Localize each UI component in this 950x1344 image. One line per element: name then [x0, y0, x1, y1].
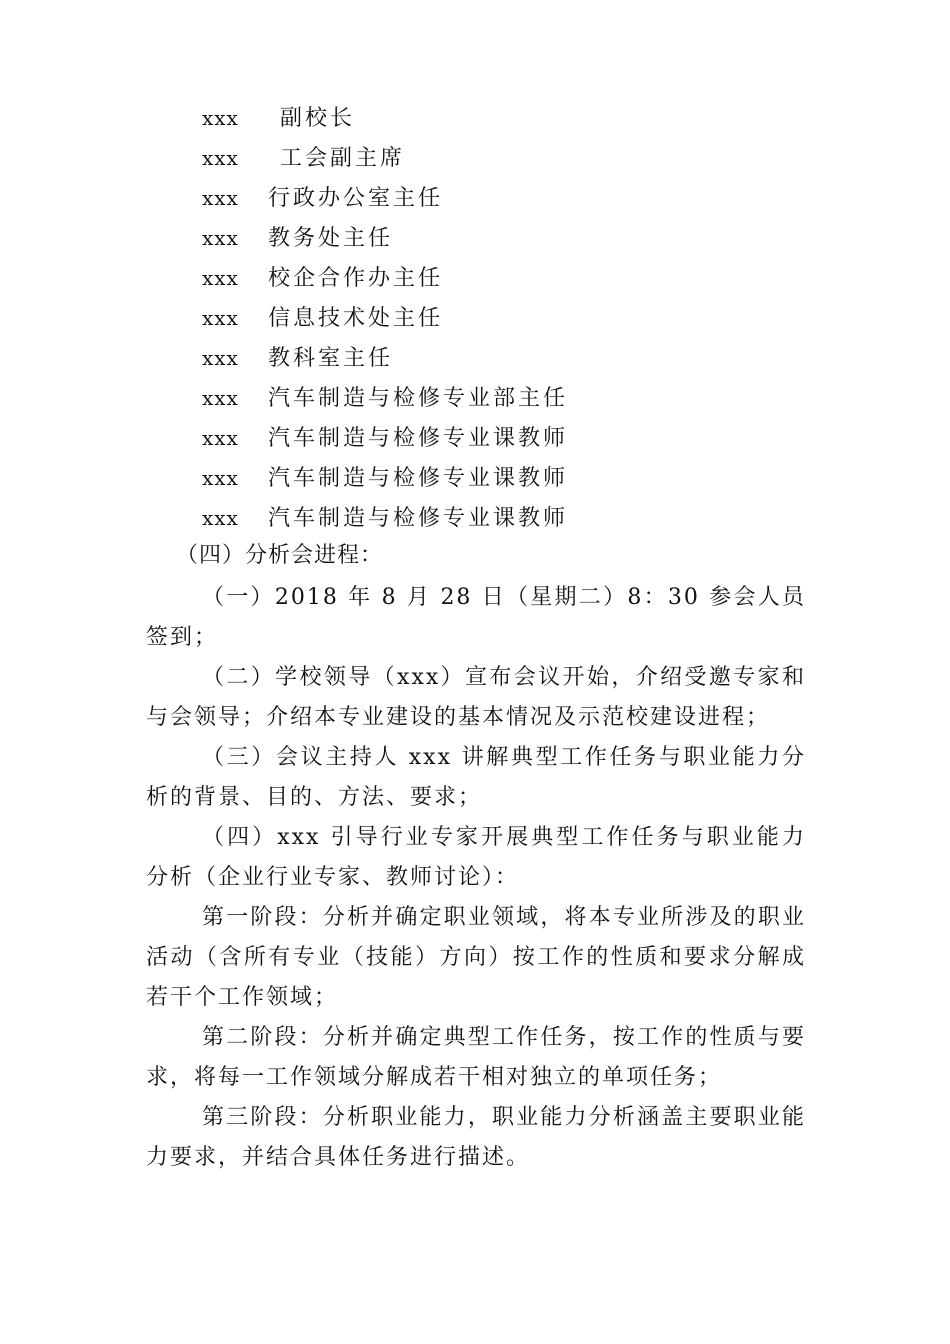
member-name: xxx — [202, 426, 239, 450]
paragraph-opening: （二）学校领导（xxx）宣布会议开始，介绍受邀专家和与会领导；介绍本专业建设的基本情况及示范校建设进程； — [146, 665, 806, 730]
member-role: 信息技术处主任 — [268, 306, 444, 331]
member-name: xxx — [202, 506, 239, 530]
body-text — [146, 578, 806, 1178]
member-role: 工会副主席 — [280, 146, 406, 171]
member-role: 汽车制造与检修专业课教师 — [268, 426, 569, 451]
paragraph-stage-one: 第一阶段：分析并确定职业领域，将本专业所涉及的职业活动（含所有专业（技能）方向）按工作的性质和要求分解成若干个工作领域； — [146, 905, 806, 1010]
member-name: xxx — [202, 226, 239, 250]
member-row — [202, 458, 802, 498]
member-role: 汽车制造与检修专业课教师 — [268, 506, 569, 531]
member-role: 副校长 — [280, 106, 356, 131]
member-row — [202, 378, 802, 418]
member-name: xxx — [202, 186, 239, 210]
paragraph-stage-three: 第三阶段：分析职业能力，职业能力分析涵盖主要职业能力要求，并结合具体任务进行描述。 — [146, 1105, 806, 1170]
member-name: xxx — [202, 266, 239, 290]
member-name: xxx — [202, 346, 239, 370]
member-name: xxx — [202, 106, 239, 130]
member-role: 教科室主任 — [268, 346, 394, 371]
member-row — [202, 418, 802, 458]
member-role: 汽车制造与检修专业课教师 — [268, 466, 569, 491]
paragraph-expert-analysis: （四）xxx 引导行业专家开展典型工作任务与职业能力分析（企业行业专家、教师讨论）： — [146, 825, 806, 890]
section-heading: （四）分析会进程： — [176, 543, 384, 568]
member-role: 校企合作办主任 — [268, 266, 444, 291]
member-row — [202, 298, 802, 338]
member-row — [202, 258, 802, 298]
member-name: xxx — [202, 466, 239, 490]
member-row — [202, 218, 802, 258]
member-row — [202, 138, 802, 178]
member-name: xxx — [202, 386, 239, 410]
paragraph-stage-two: 第二阶段：分析并确定典型工作任务，按工作的性质与要求，将每一工作领域分解成若干相对独立的单项任务； — [146, 1025, 806, 1090]
member-role: 教务处主任 — [268, 226, 394, 251]
member-row — [202, 98, 802, 138]
member-row — [202, 338, 802, 378]
member-row — [202, 498, 802, 538]
member-role: 行政办公室主任 — [268, 186, 444, 211]
member-list — [202, 98, 802, 538]
member-name: xxx — [202, 306, 239, 330]
member-row — [202, 178, 802, 218]
member-role: 汽车制造与检修专业部主任 — [268, 386, 569, 411]
paragraph-sign-in: （一）2018 年 8 月 28 日（星期二）8：30 参会人员签到； — [146, 585, 806, 650]
member-name: xxx — [202, 146, 239, 170]
paragraph-host-briefing: （三）会议主持人 xxx 讲解典型工作任务与职业能力分析的背景、目的、方法、要求； — [146, 745, 806, 810]
